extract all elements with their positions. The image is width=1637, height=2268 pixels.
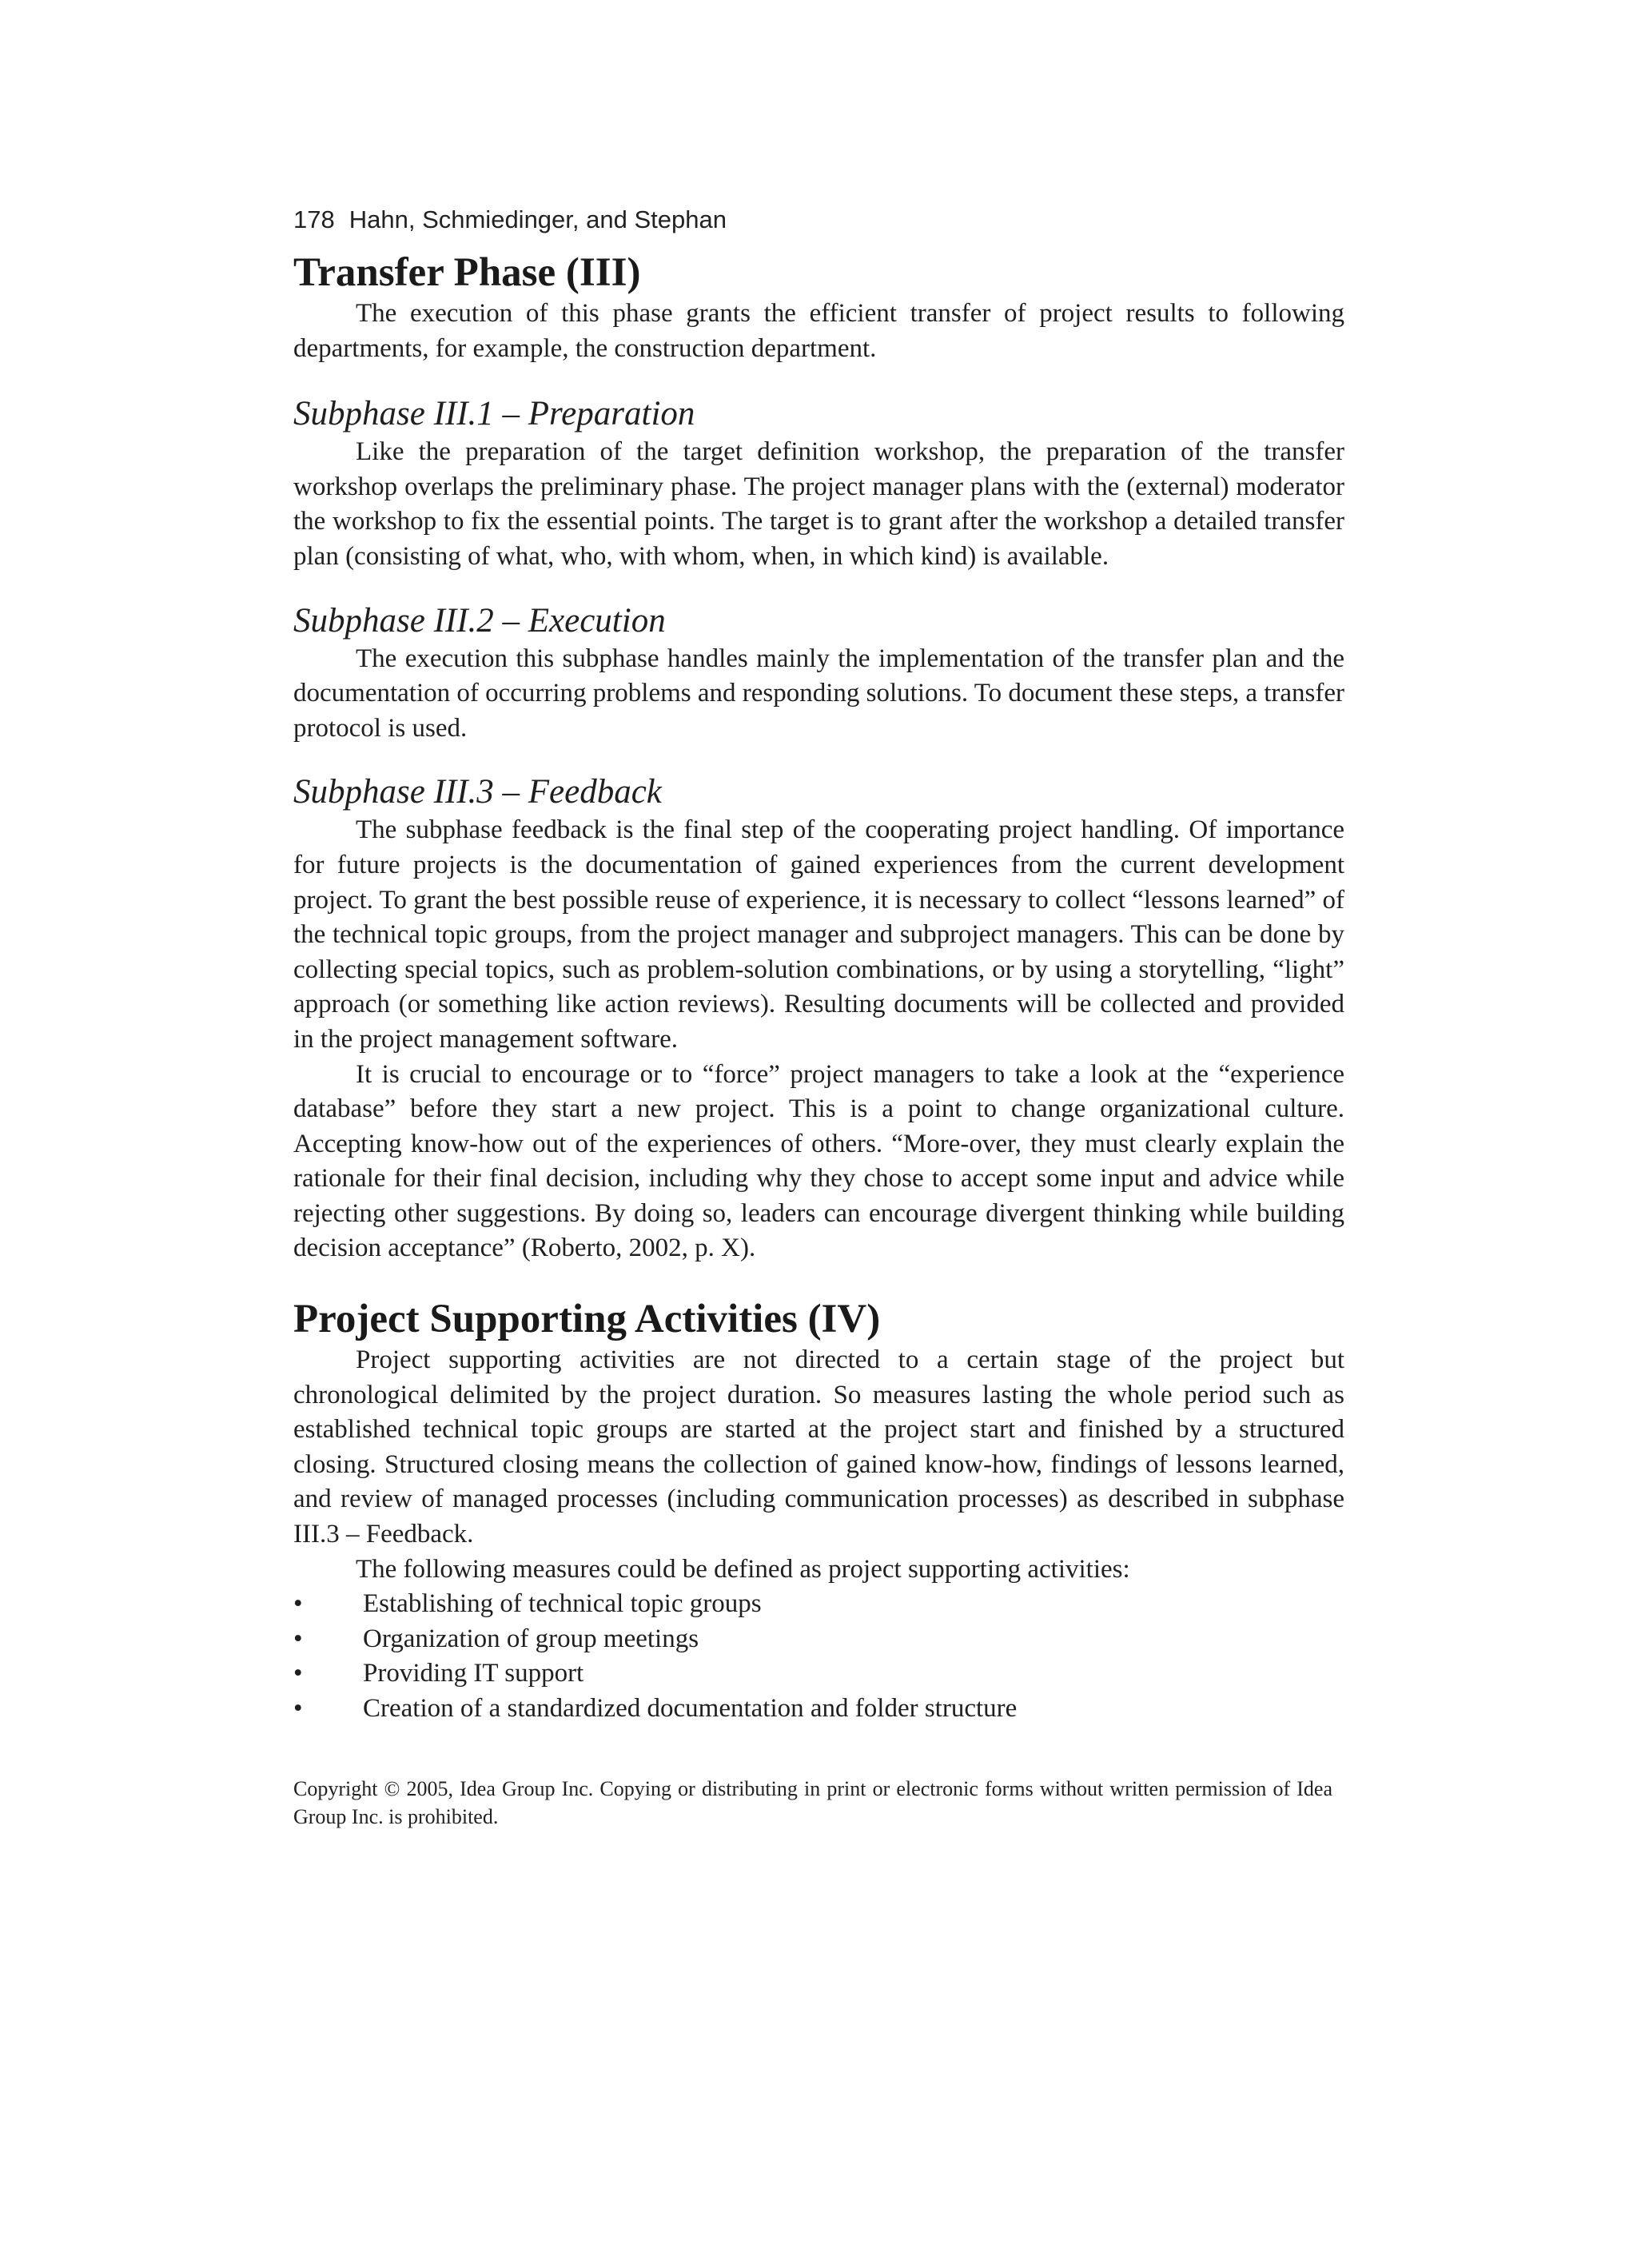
running-head bbox=[293, 204, 1344, 236]
bullet-icon: • bbox=[293, 1624, 303, 1653]
running-head-authors: Hahn, Schmiedinger, and Stephan bbox=[349, 205, 727, 233]
support-activities-list bbox=[293, 1587, 1344, 1726]
subheading-feedback: Subphase III.3 – Feedback bbox=[293, 773, 662, 811]
page-body bbox=[293, 204, 1344, 1831]
feedback-paragraph-2: It is crucial to encourage or to “force” project managers to take a look at the “experience database” before they start a new project. This is a point to change organizational culture. Accepting know-how out of the experiences of others. “More-over, they must clearly explain the rationale for their final decision, including why they chose to accept some input and advice while rejecting other suggestions. By doing so, leaders can encourage divergent thinking while building decision acceptance” (Roberto, 2002, p. X). bbox=[293, 1059, 1344, 1263]
bullet-icon: • bbox=[293, 1659, 303, 1688]
list-item: • Providing IT support bbox=[293, 1656, 1344, 1692]
page-number: 178 bbox=[293, 205, 335, 233]
list-item: • Establishing of technical topic groups bbox=[293, 1587, 1344, 1622]
transfer-intro-paragraph: The execution of this phase grants the efficient transfer of project results to following departments, for example, the construction department. bbox=[293, 299, 1344, 363]
execution-paragraph: The execution this subphase handles mainly the implementation of the transfer plan and the documentation of occurring problems and responding solutions. To document these steps, a transfer protocol is used. bbox=[293, 644, 1344, 743]
support-paragraph-1: Project supporting activities are not directed to a certain stage of the project but chronological delimited by the project duration. So measures lasting the whole period such as established technical topic groups are started at the project start and finished by a structured closing. Structured closing means the collection of gained know-how, findings of lessons learned, and review of managed processes (including communication processes) as described in subphase III.3 – Feedback. bbox=[293, 1345, 1344, 1549]
support-paragraph-2: The following measures could be defined as project supporting activities: bbox=[356, 1554, 1130, 1584]
list-item: • Creation of a standardized documentation and folder structure bbox=[293, 1692, 1344, 1727]
preparation-paragraph: Like the preparation of the target definition workshop, the preparation of the transfer workshop overlaps the preliminary phase. The project manager plans with the (external) moderator the workshop to fix the essential points. The target is to grant after the workshop a detailed transfer plan (consisting of what, who, with whom, when, in which kind) is available. bbox=[293, 437, 1344, 571]
copyright-notice: Copyright © 2005, Idea Group Inc. Copying or distributing in print or electronic forms without written permission of Idea Group Inc. is prohibited. bbox=[293, 1776, 1332, 1828]
bullet-icon: • bbox=[293, 1694, 303, 1723]
list-item: • Organization of group meetings bbox=[293, 1622, 1344, 1657]
feedback-paragraph-1: The subphase feedback is the final step of the cooperating project handling. Of importance for future projects is the documentation of gained experiences from the current development project. To grant the best possible reuse of experience, it is necessary to collect “lessons learned” of the technical topic groups, from the project manager and subproject managers. This can be done by collecting special topics, such as problem-solution combinations, or by using a storytelling, “light” approach (or something like action reviews). Resulting documents will be collected and provided in the project management software. bbox=[293, 815, 1344, 1054]
section-heading-support: Project Supporting Activities (IV) bbox=[293, 1297, 881, 1342]
subheading-execution: Subphase III.2 – Execution bbox=[293, 601, 666, 640]
section-heading-transfer: Transfer Phase (III) bbox=[293, 250, 641, 295]
subheading-preparation: Subphase III.1 – Preparation bbox=[293, 395, 695, 433]
bullet-icon: • bbox=[293, 1589, 303, 1619]
